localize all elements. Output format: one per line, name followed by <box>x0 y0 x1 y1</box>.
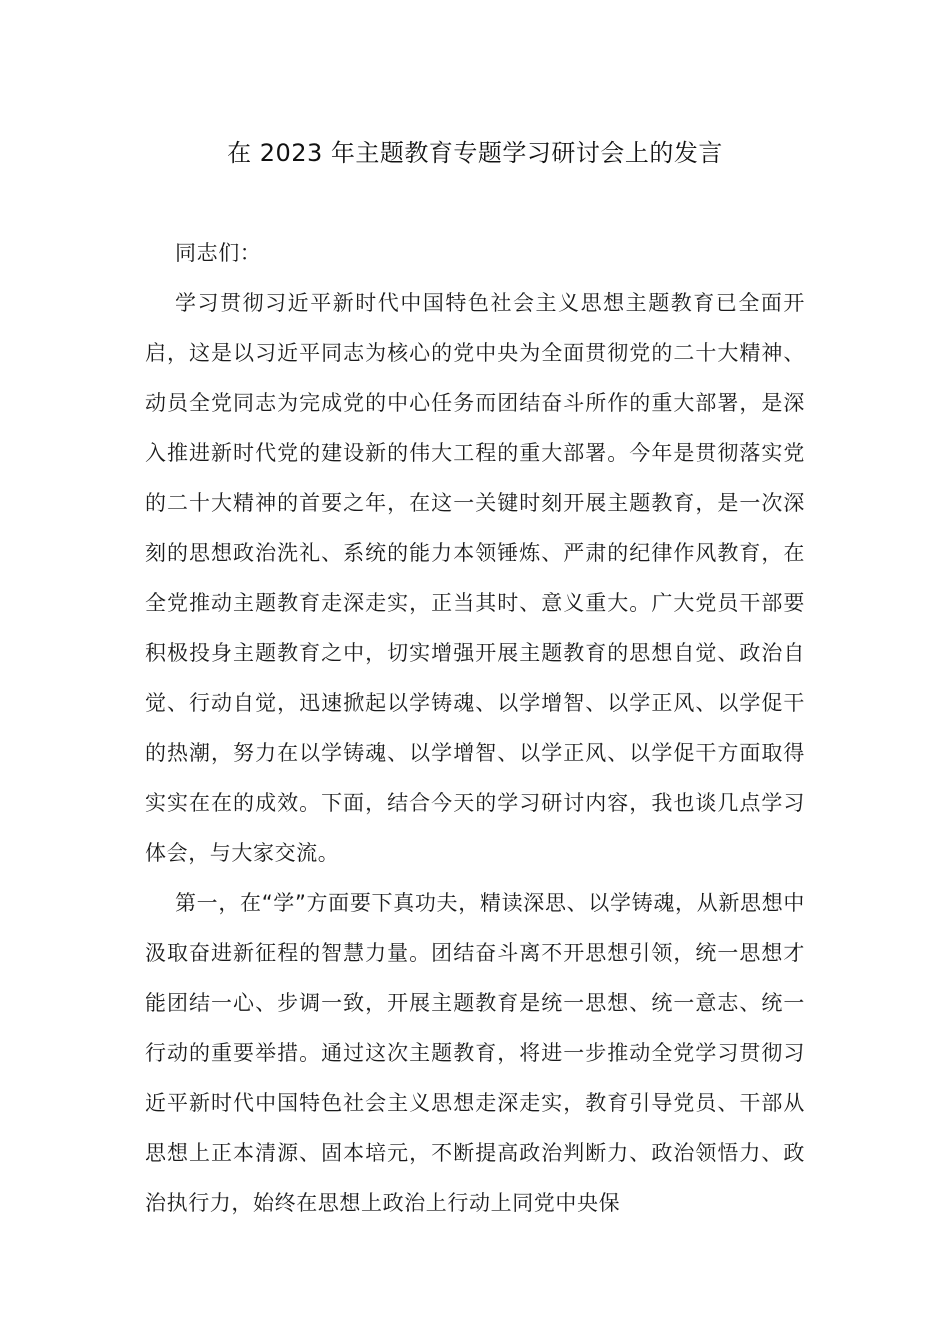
document-body <box>145 228 805 1228</box>
document-title: 在 2023 年主题教育专题学习研讨会上的发言 <box>227 139 723 167</box>
salutation: 同志们： <box>175 241 262 265</box>
paragraph-first-point: 第一，在“学”方面要下真功夫，精读深思、以学铸魂，从新思想中汲取奋进新征程的智慧力量。团结奋斗离不开思想引领，统一思想才能团结一心、步调一致，开展主题教育是统一思想、统一意志、统一行动的重要举措。通过这次主题教育，将进一步推动全党学习贯彻习近平新时代中国特色社会主义思想走深走实，教育引导党员、干部从思想上正本清源、固本培元，不断提高政治判断力、政治领悟力、政治执行力，始终在思想上政治上行动上同党中央保 <box>145 891 805 1215</box>
paragraph-intro: 学习贯彻习近平新时代中国特色社会主义思想主题教育已全面开启，这是以习近平同志为核心的党中央为全面贯彻党的二十大精神、动员全党同志为完成党的中心任务而团结奋斗所作的重大部署，是深入推进新时代党的建设新的伟大工程的重大部署。今年是贯彻落实党的二十大精神的首要之年，在这一关键时刻开展主题教育，是一次深刻的思想政治洗礼、系统的能力本领锤炼、严肃的纪律作风教育，在全党推动主题教育走深走实，正当其时、意义重大。广大党员干部要积极投身主题教育之中，切实增强开展主题教育的思想自觉、政治自觉、行动自觉，迅速掀起以学铸魂、以学增智、以学正风、以学促干的热潮，努力在以学铸魂、以学增智、以学正风、以学促干方面取得实实在在的成效。下面，结合今天的学习研讨内容，我也谈几点学习体会，与大家交流。 <box>145 291 805 865</box>
